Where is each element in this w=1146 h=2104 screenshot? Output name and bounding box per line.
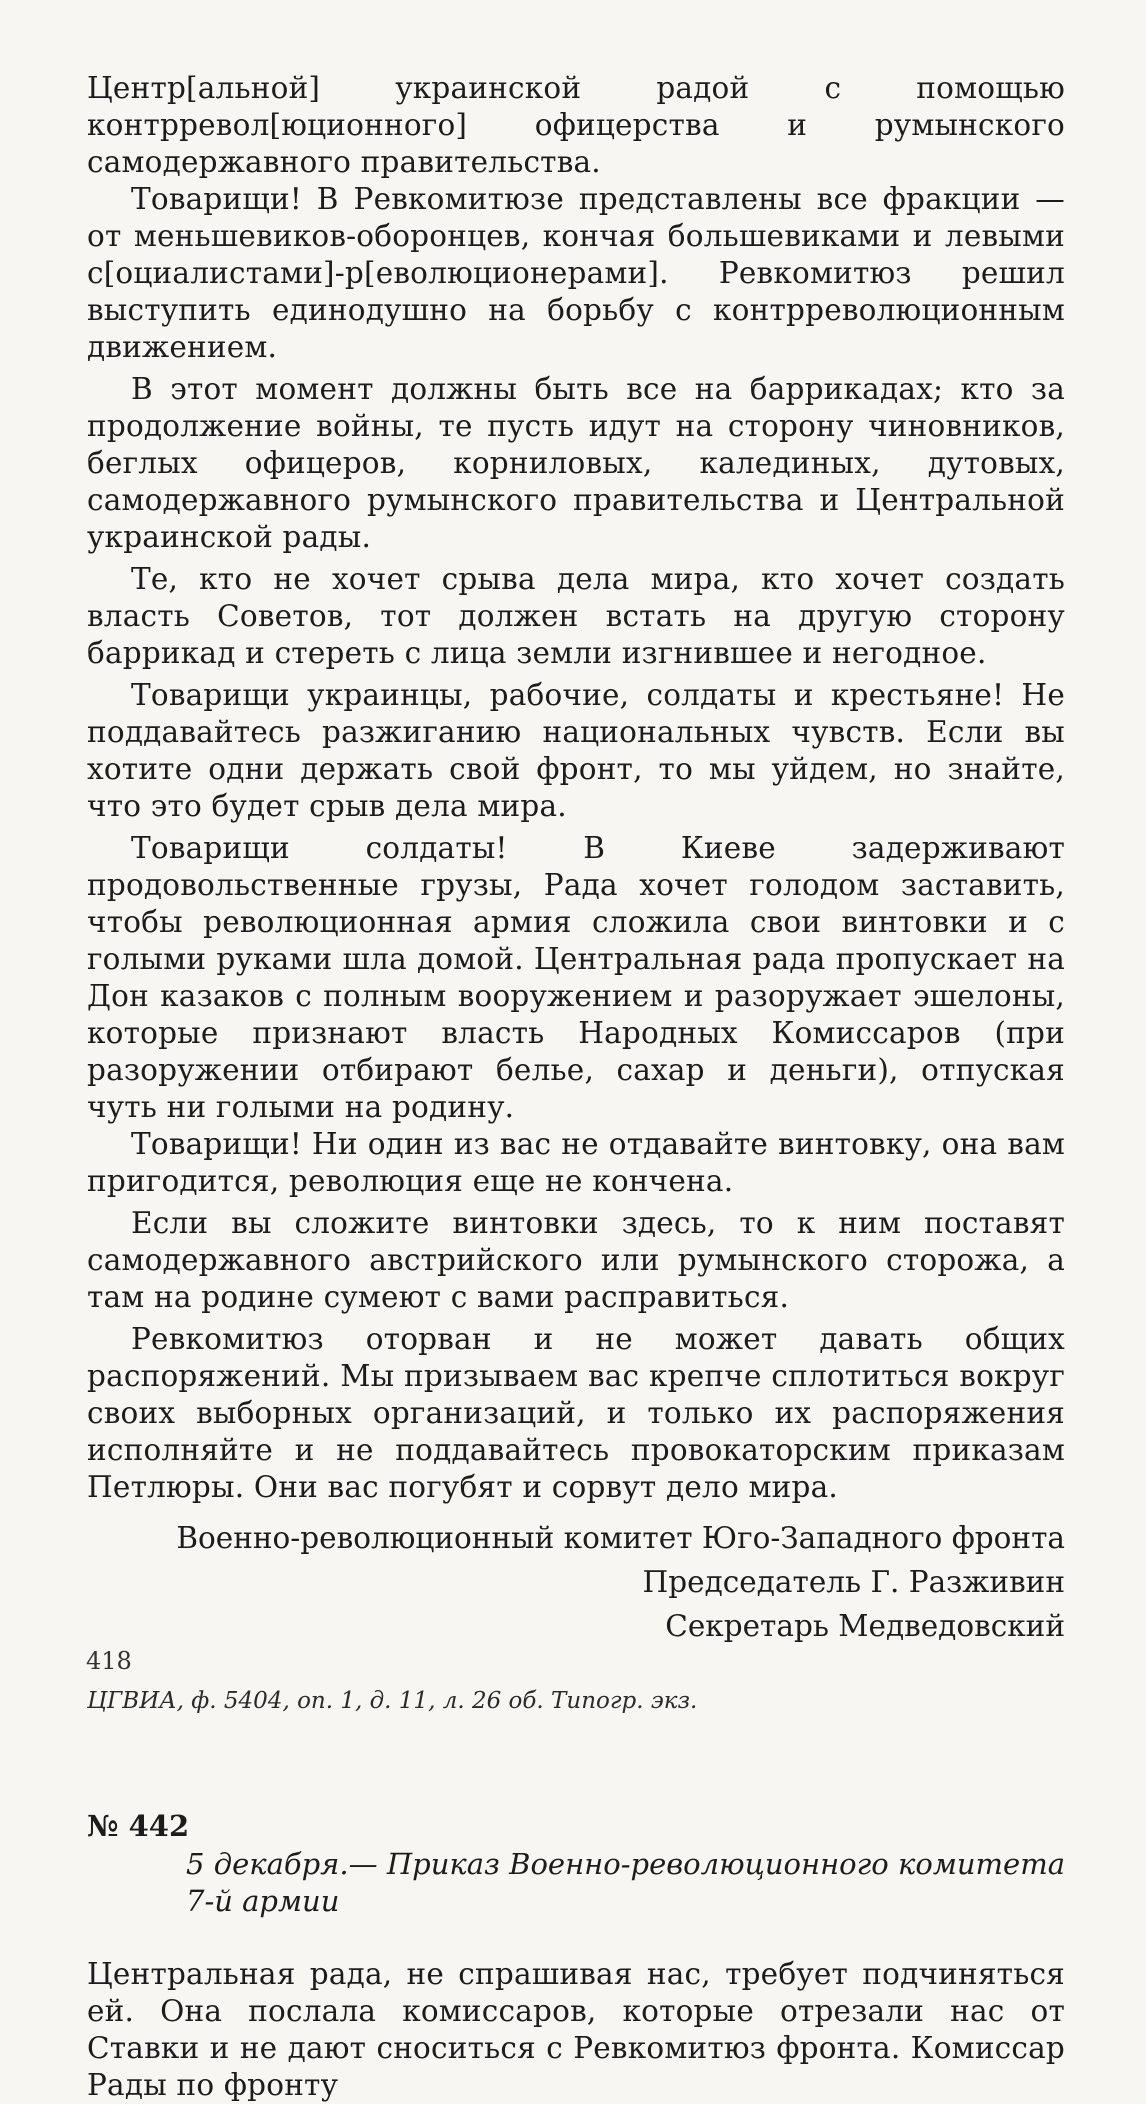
document-number: № 442 (87, 1809, 190, 1843)
paragraph-9: Ревкомитюз оторван и не может давать общих распоряжений. Мы призываем вас крепче сплотиться вокруг своих выборных организаций, и только их распоряжения исполняйте и не поддавайтесь провокаторским приказам Петлюры. Они вас погубят и сорвут дело мира. (87, 1322, 1065, 1504)
document-title (186, 1846, 1065, 1920)
document-body (87, 70, 1065, 1506)
signature-chairman: Председатель Г. Разживин (642, 1565, 1065, 1599)
document-title-line-1: 5 декабря.— Приказ Военно-революционного комитета (186, 1847, 1065, 1881)
paragraph-8: Если вы сложите винтовки здесь, то к ним поставят самодержавного австрийского или румынского сторожа, а там на родине сумеют с вами расправиться. (87, 1206, 1065, 1314)
page-content (87, 70, 1065, 2104)
paragraph-1: Центр[альной] украинской радой с помощью контрревол[юционного] офицерства и румынского самодержавного правительства. (87, 71, 1065, 179)
signature-organization: Военно-революционный комитет Юго-Западного фронта (176, 1521, 1065, 1555)
document-title-line-2: 7-й армии (186, 1884, 340, 1918)
paragraph-7: Товарищи! Ни один из вас не отдавайте винтовку, она вам пригодится, революция еще не кончена. (87, 1127, 1065, 1198)
signature-secretary: Секретарь Медведовский (665, 1609, 1065, 1643)
paragraph-6: Товарищи солдаты! В Киеве задерживают продовольственные грузы, Рада хочет голодом заставить, чтобы революционная армия сложила свои винтовки и с голыми руками шла домой. Центральная рада пропускает на Дон казаков с полным вооружением и разоружает эшелоны, которые признают власть Народных Комиссаров (при разоружении отбирают белье, сахар и деньги), отпуская чуть ни голыми на родину. (87, 831, 1065, 1124)
paragraph-5: Товарищи украинцы, рабочие, солдаты и крестьяне! Не поддавайтесь разжиганию национальных чувств. Если вы хотите одни держать свой фронт, то мы уйдем, но знайте, что это будет срыв дела мира. (87, 678, 1065, 823)
page-number: 418 (86, 1647, 132, 1675)
paragraph-4: Те, кто не хочет срыва дела мира, кто хочет создать власть Советов, тот должен встать на другую сторону баррикад и стереть с лица земли изгнившее и негодное. (87, 562, 1065, 670)
document-442-body: Центральная рада, не спрашивая нас, требует подчиняться ей. Она послала комиссаров, которые отрезали нас от Ставки и не дают сноситься с Ревкомитюз фронта. Комиссар Рады по фронту (87, 1957, 1065, 2102)
paragraph-3: В этот момент должны быть все на баррикадах; кто за продолжение войны, те пусть идут на сторону чиновников, беглых офицеров, корниловых, калединых, дутовых, самодержавного румынского правительства и Центральной украинской рады. (87, 372, 1065, 554)
signature-block (87, 1516, 1065, 1648)
archive-source: ЦГВИА, ф. 5404, оп. 1, д. 11, л. 26 об. Типогр. экз. (87, 1688, 698, 1714)
paragraph-2: Товарищи! В Ревкомитюзе представлены все фракции — от меньшевиков-оборонцев, кончая большевиками и левыми с[оциалистами]-р[еволюционерами]. Ревкомитюз решил выступить единодушно на борьбу с контрреволюционным движением. (87, 182, 1065, 364)
